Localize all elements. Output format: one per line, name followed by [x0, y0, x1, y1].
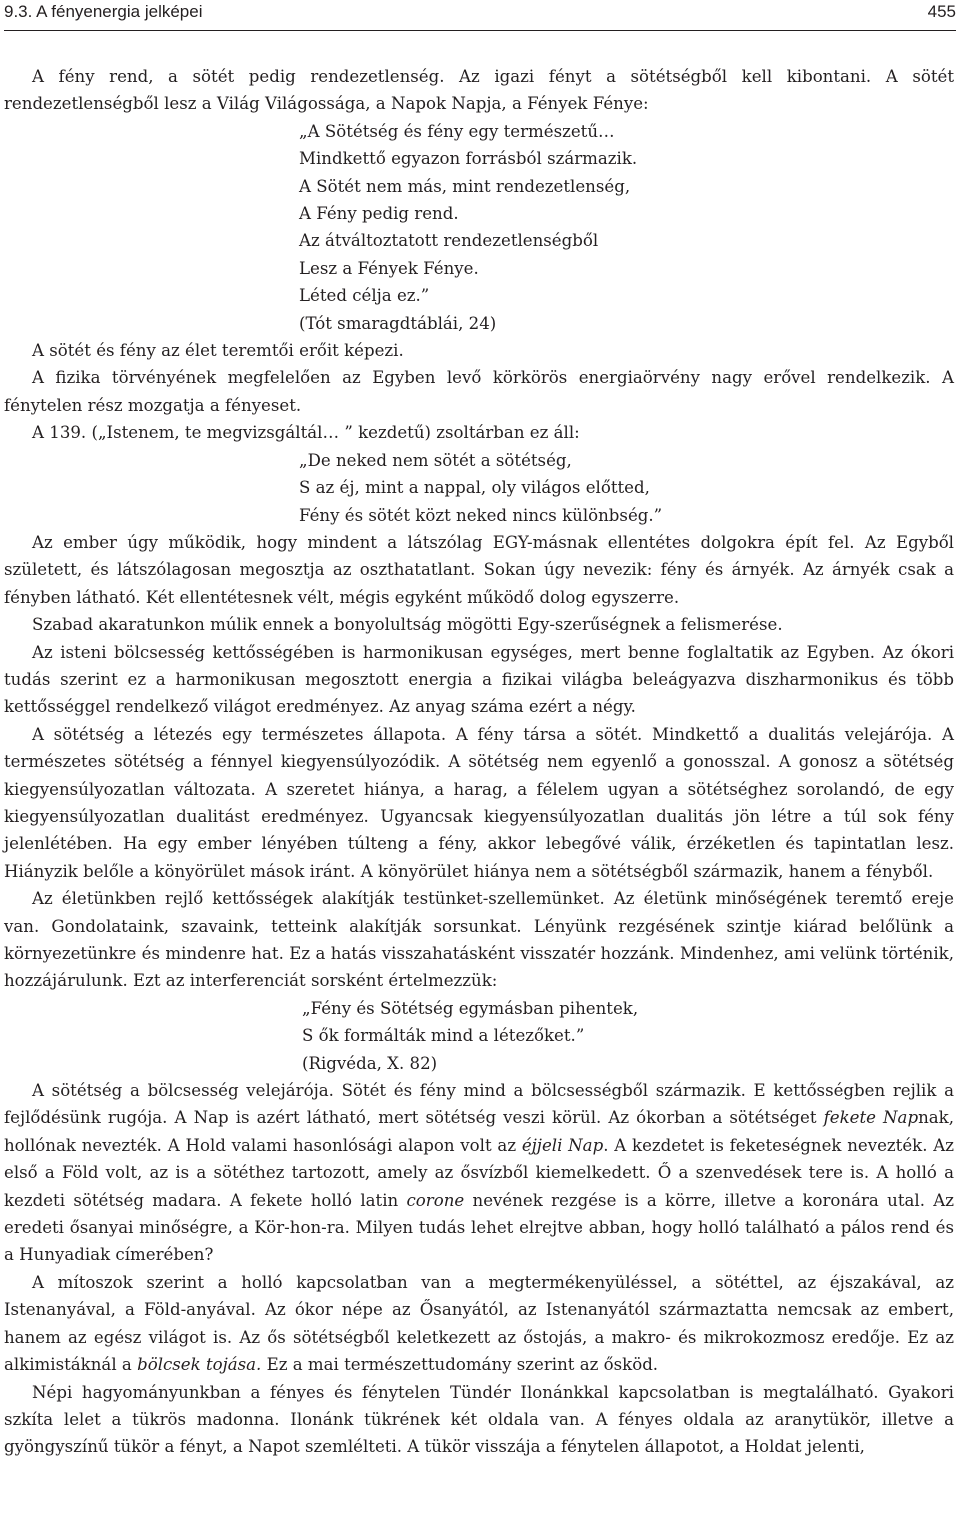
- quote-line: (Tót smaragdtáblái, 24): [299, 313, 497, 333]
- quote-line: „A Sötétség és fény egy természetű…: [299, 121, 615, 141]
- body-text: [4, 63, 954, 1461]
- paragraph: A sötétség a létezés egy természetes állapota. A fény társa a sötét. Mindkettő a dualitás velejárója. A természetes sötétség a fénnyel kiegyensúlyozódik. A sötétség nem egyenlő a gonosszal. A gonosz a sötétség kiegyensúlyozatlan változata. A szeretet hiánya, a harag, a félelem ugyan a sötétséghez sorolandó, de egy kiegyensúlyozatlan dualitást eredményez. Ugyancsak kiegyensúlyozatlan dualitás jön létre a túl sok fény jelenlétében. Ha egy ember lényében túlteng a fény, akkor lebegővé válik, érzéketlen és tapintatlan lesz. Hiányzik belőle a könyörület mások iránt. A könyörület hiánya nem a sötétségből származik, hanem a fényből.: [4, 724, 954, 881]
- quote-line: Mindkettő egyazon forrásból származik.: [299, 149, 638, 169]
- text-run: A mítoszok szerint a holló kapcsolatban van a megtermékenyüléssel, a sötéttel, az éjszakával, az Istenanyával, a Föld-anyával. Az ókor népe az Ősanyától, az Istenanyától származtatta nemcsak az embert, hanem az egész világot is. Az ős sötétségből keletkezett az őstojás, a makro- és mikrokozmosz eredője. Ez az alkimistáknál a: [4, 1272, 954, 1375]
- paragraph: Az isteni bölcsesség kettősségében is harmonikusan egységes, mert benne foglaltatik az Egyben. Az ókori tudás szerint ez a harmonikusan megosztott energia a fizikai világba beleágyazva diszharmonikus és több kettősséggel rendelkező világot eredményez. Az anyag száma ezért a négy.: [4, 642, 954, 717]
- running-header: [4, 0, 956, 31]
- quote-line: S ők formálták mind a létezőket.”: [302, 1026, 585, 1046]
- paragraph: [4, 1269, 954, 1379]
- quote-line: „De neked nem sötét a sötétség,: [299, 450, 572, 470]
- quote-line: A Fény pedig rend.: [299, 204, 459, 224]
- paragraph: Az életünkben rejlő kettősségek alakítják testünket-szellemünket. Az életünk minőségének teremtő ereje van. Gondolataink, szavaink, tetteink alakítják sorsunkat. Lényünk rezgésének szintje kiárad belőlünk a környezetünkre és mindenre hat. Ez a hatás visszahatásként visszatér hozzánk. Mindenhez, ami velünk történik, hozzájárulunk. Ezt az interferenciát sorsként értelmezzük:: [4, 889, 954, 991]
- italic-term: fekete Nap: [823, 1108, 919, 1128]
- quote-line: S az éj, mint a nappal, oly világos előtted,: [299, 478, 650, 498]
- quote-line: Léted célja ez.”: [299, 286, 430, 306]
- paragraph: Népi hagyományunkban a fényes és fénytelen Tündér Ilonánkkal kapcsolatban is megtalálható. Gyakori szkíta lelet a tükrös madonna. Ilonánk tükrének két oldala van. A fényes oldala az aranytükör, illetve a gyöngyszínű tükör a fényt, a Napot szemlélteti. A tükör visszája a fénytelen állapotot, a Holdat jelenti,: [4, 1382, 954, 1457]
- quote-line: (Rigvéda, X. 82): [302, 1053, 438, 1073]
- paragraph: Az ember úgy működik, hogy mindent a látszólag EGY-másnak ellentétes dolgokra épít fel. Az Egyből született, és látszólagosan megosztja az oszthatatlant. Sokan úgy nevezik: fény és árnyék. Az árnyék csak a fényben látható. Két ellentétesnek vélt, mégis egyként működő dolog egyszerre.: [4, 532, 954, 607]
- paragraph: A fizika törvényének megfelelően az Egyben levő körkörös energiaörvény nagy erővel rendelkezik. A fénytelen rész mozgatja a fényeset.: [4, 368, 954, 415]
- quote-line: Lesz a Fények Fénye.: [299, 258, 479, 278]
- italic-term: éjjeli Nap: [521, 1135, 604, 1155]
- paragraph: A sötét és fény az élet teremtői erőit képezi.: [32, 341, 404, 361]
- quote-line: Az átváltoztatott rendezetlenségből: [299, 231, 599, 251]
- quote-line: Fény és sötét közt neked nincs különbség.”: [299, 505, 663, 525]
- text-run: nak, hollónak nevezték. A Hold valami hasonlósági alapon volt az: [4, 1108, 954, 1155]
- text-run: nevének rezgése is a körre, illetve a koronára utal. Az eredeti ősanyai minőségre, a Kör-hon-ra. Milyen tudás lehet elrejtve abban, hogy holló található a pálos rend és a Hunyadiak címerében?: [4, 1190, 954, 1265]
- text-run: Ez a mai természettudomány szerint az ősköd.: [261, 1355, 659, 1375]
- paragraph: A fény rend, a sötét pedig rendezetlenség. Az igazi fényt a sötétségből kell kibontani. A sötét rendezetlenségből lesz a Világ Világossága, a Napok Napja, a Fények Fénye:: [4, 67, 954, 114]
- paragraph: A 139. („Istenem, te megvizsgáltál… ” kezdetű) zsoltárban ez áll:: [32, 423, 580, 443]
- section-title: 9.3. A fényenergia jelképei: [4, 2, 203, 21]
- text-run: . A kezdetet is feketeségnek nevezték. Az első a Föld volt, az is a sötéthez tartozott, amely az ősvízből kiemelkedett. Ő a szenvedések tere is. A holló a kezdeti sötétség madara. A fekete holló latin: [4, 1135, 955, 1210]
- paragraph: Szabad akaratunkon múlik ennek a bonyolultság mögötti Egy-szerűségnek a felismerése.: [32, 615, 783, 635]
- italic-term: bölcsek tojása.: [137, 1355, 262, 1375]
- quote-line: „Fény és Sötétség egymásban pihentek,: [302, 998, 639, 1018]
- quote-line: A Sötét nem más, mint rendezetlenség,: [299, 176, 631, 196]
- italic-term: corone: [406, 1190, 465, 1210]
- page-number: 455: [927, 2, 956, 21]
- text-run: A sötétség a bölcsesség velejárója. Sötét és fény mind a bölcsességből származik. E kettősségben rejlik a fejlődésünk rugója. A Nap is azért látható, mert sötétség veszi körül. Az ókorban a sötétséget: [4, 1081, 954, 1128]
- paragraph: [4, 1077, 954, 1269]
